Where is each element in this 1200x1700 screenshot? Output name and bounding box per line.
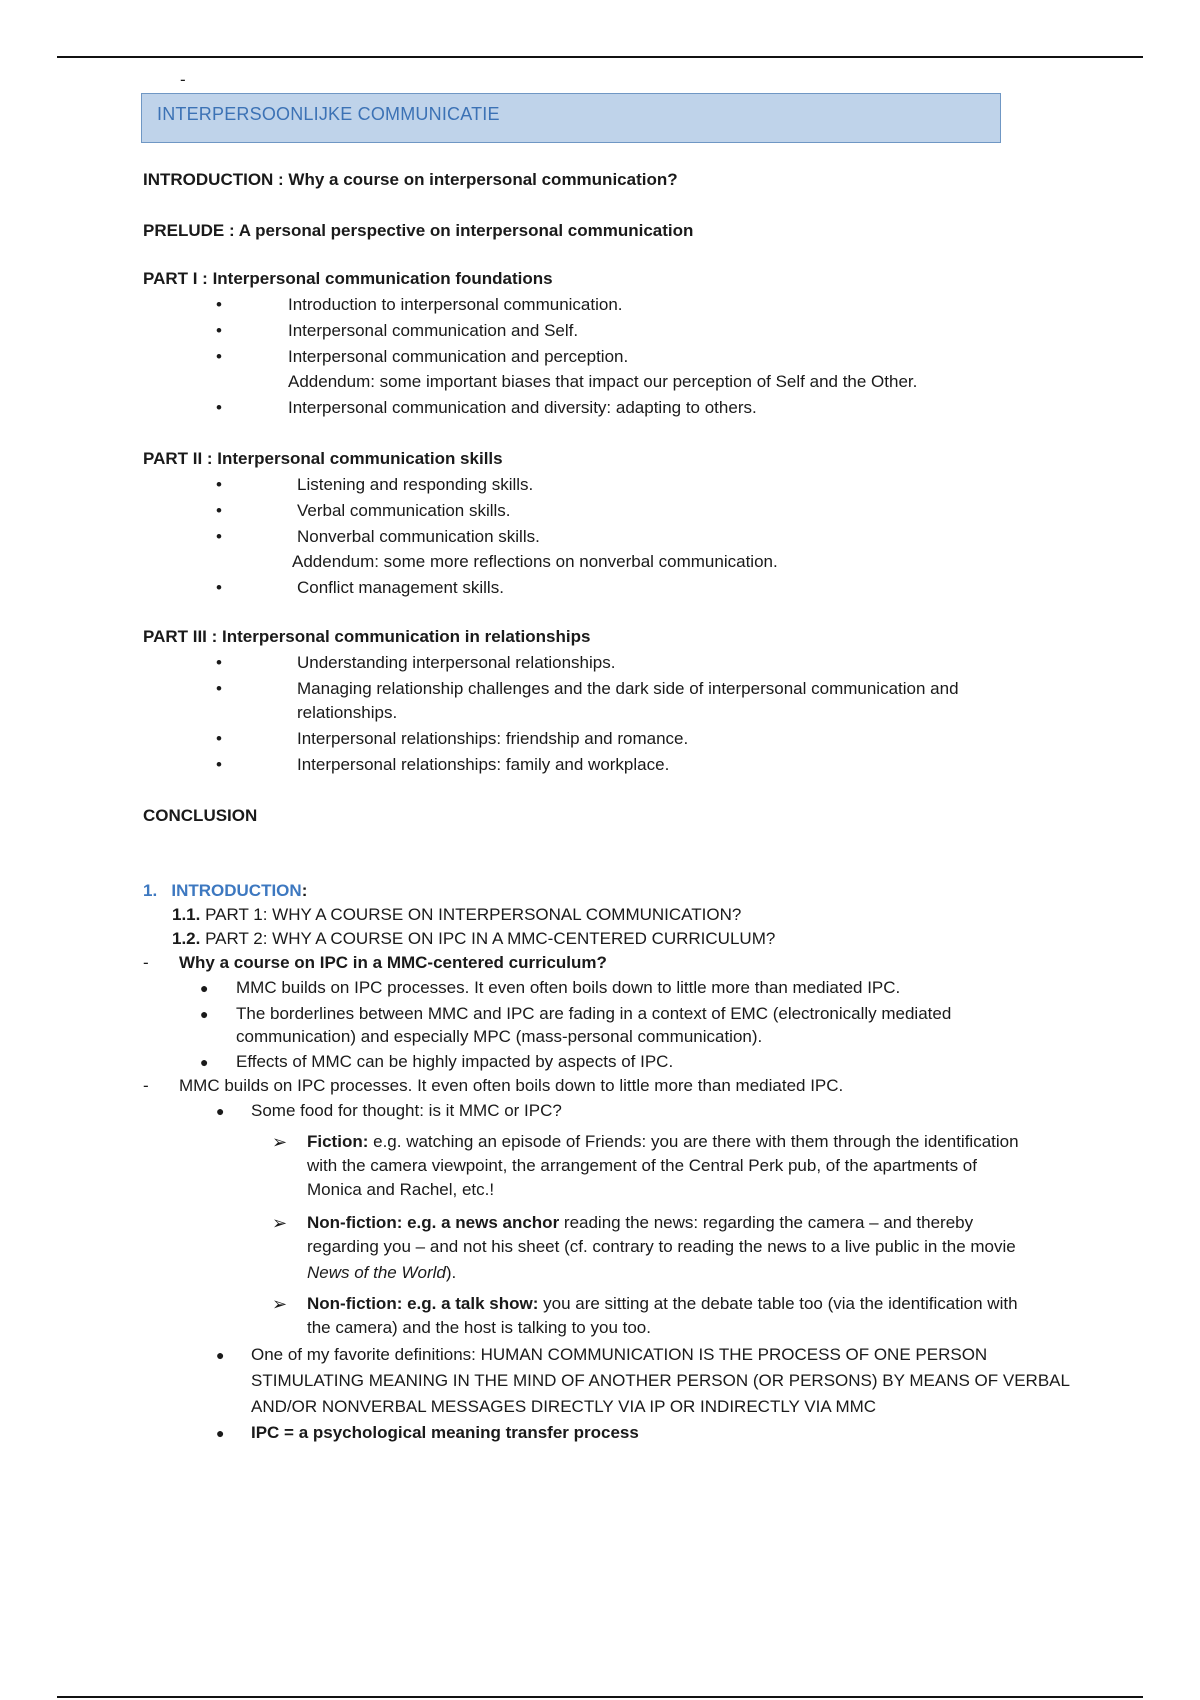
bullet-glyph: • <box>216 295 222 314</box>
part1-item-4: Interpersonal communication and diversity: adapting to others. <box>288 398 757 417</box>
news-line-1 <box>307 1212 973 1234</box>
mmc-builds-line: MMC builds on IPC processes. It even often boils down to little more than mediated IPC. <box>179 1076 844 1095</box>
fiction-label: Fiction: <box>307 1132 369 1151</box>
dash-marker: - <box>143 1076 149 1095</box>
prelude-text: : A personal perspective on interpersonal communication <box>224 221 694 240</box>
part3-item-1: Understanding interpersonal relationships. <box>297 653 616 672</box>
movie-title: News of the World <box>307 1263 446 1282</box>
bullet-glyph: • <box>216 398 222 417</box>
arrow-bullet-icon: ➢ <box>272 1294 288 1314</box>
part2-addendum: Addendum: some more reflections on nonverbal communication. <box>292 552 778 571</box>
talk-label: Non-fiction: e.g. a talk show: <box>307 1294 539 1313</box>
section1-colon: : <box>301 881 308 900</box>
subsection-1-2 <box>172 928 775 950</box>
subsection-1-1-number: 1.1. <box>172 905 201 924</box>
page-title: INTERPERSOONLIJKE COMMUNICATIE <box>157 104 500 124</box>
part3-item-4: Interpersonal relationships: family and workplace. <box>297 755 670 774</box>
talk-line-2: the camera) and the host is talking to you too. <box>307 1318 651 1337</box>
outline-introduction <box>143 169 678 191</box>
ipc-definition: IPC = a psychological meaning transfer process <box>251 1423 639 1442</box>
part3-heading: PART III : Interpersonal communication in relationships <box>143 627 591 646</box>
section1-number: 1. <box>143 881 158 900</box>
outline-prelude <box>143 220 693 242</box>
part3-item-2: Managing relationship challenges and the dark side of interpersonal communication and <box>297 679 959 698</box>
part3-item-3: Interpersonal relationships: friendship and romance. <box>297 729 689 748</box>
dot-glyph: ● <box>216 1425 225 1441</box>
ipc-question-item-2-cont: communication) and especially MPC (mass-personal communication). <box>236 1027 763 1046</box>
prelude-label: PRELUDE <box>143 221 225 240</box>
food-for-thought: Some food for thought: is it MMC or IPC? <box>251 1101 562 1120</box>
bullet-glyph: • <box>216 679 222 698</box>
bullet-glyph: • <box>216 501 222 520</box>
part1-item-3: Interpersonal communication and perception. <box>288 347 629 366</box>
bullet-glyph: • <box>216 653 222 672</box>
part2-item-2: Verbal communication skills. <box>297 501 511 520</box>
bullet-glyph: • <box>216 729 222 748</box>
part1-item-2: Interpersonal communication and Self. <box>288 321 579 340</box>
top-rule <box>57 56 1143 58</box>
part1-item-1: Introduction to interpersonal communication. <box>288 295 623 314</box>
arrow-bullet-icon: ➢ <box>272 1132 288 1152</box>
fiction-line-3: Monica and Rachel, etc.! <box>307 1180 495 1199</box>
definition-line-3: AND/OR NONVERBAL MESSAGES DIRECTLY VIA IP OR INDIRECTLY VIA MMC <box>251 1397 877 1416</box>
bullet-glyph: • <box>216 578 222 597</box>
section1-heading <box>143 880 307 902</box>
introduction-label: INTRODUCTION <box>143 170 274 189</box>
subsection-1-1 <box>172 904 741 926</box>
dot-glyph: ● <box>216 1103 225 1119</box>
news-text-end: ). <box>445 1263 457 1282</box>
introduction-text: : Why a course on interpersonal communication? <box>273 170 678 189</box>
ipc-question-item-3: Effects of MMC can be highly impacted by aspects of IPC. <box>236 1052 674 1071</box>
part1-heading: PART I : Interpersonal communication foundations <box>143 269 553 288</box>
definition-line-1: One of my favorite definitions: HUMAN COMMUNICATION IS THE PROCESS OF ONE PERSON <box>251 1345 988 1364</box>
arrow-bullet-icon: ➢ <box>272 1213 288 1233</box>
news-line-2: regarding you – and not his sheet (cf. contrary to reading the news to a live public in the movie <box>307 1237 1016 1256</box>
subsection-1-2-text: PART 2: WHY A COURSE ON IPC IN A MMC-CENTERED CURRICULUM? <box>200 929 776 948</box>
dash-marker: - <box>143 953 149 972</box>
part3-item-2-cont: relationships. <box>297 703 398 722</box>
dot-glyph: ● <box>200 1054 209 1070</box>
part2-heading: PART II : Interpersonal communication skills <box>143 449 503 468</box>
subsection-1-2-number: 1.2. <box>172 929 201 948</box>
dot-glyph: ● <box>216 1347 225 1363</box>
part2-item-4: Conflict management skills. <box>297 578 504 597</box>
dot-glyph: ● <box>200 980 209 996</box>
news-label: Non-fiction: e.g. a news anchor <box>307 1213 560 1232</box>
bullet-glyph: • <box>216 755 222 774</box>
definition-line-2: STIMULATING MEANING IN THE MIND OF ANOTHER PERSON (OR PERSONS) BY MEANS OF VERBAL <box>251 1371 1070 1390</box>
news-line-3 <box>307 1262 456 1284</box>
conclusion-heading: CONCLUSION <box>143 806 258 825</box>
part2-item-1: Listening and responding skills. <box>297 475 534 494</box>
fiction-text-1: e.g. watching an episode of Friends: you are there with them through the identification <box>368 1132 1019 1151</box>
talk-text-1: you are sitting at the debate table too (via the identification with <box>538 1294 1018 1313</box>
talk-line-1 <box>307 1293 1018 1315</box>
section1-title: INTRODUCTION <box>171 881 302 900</box>
bullet-glyph: • <box>216 321 222 340</box>
ipc-question-item-1: MMC builds on IPC processes. It even often boils down to little more than mediated IPC. <box>236 978 901 997</box>
bottom-rule <box>57 1696 1143 1698</box>
fiction-line-1 <box>307 1131 1019 1153</box>
fiction-line-2: with the camera viewpoint, the arrangement of the Central Perk pub, of the apartments of <box>307 1156 977 1175</box>
part1-addendum: Addendum: some important biases that impact our perception of Self and the Other. <box>288 372 918 391</box>
bullet-glyph: • <box>216 475 222 494</box>
subsection-1-1-text: PART 1: WHY A COURSE ON INTERPERSONAL COMMUNICATION? <box>200 905 742 924</box>
news-text-1: reading the news: regarding the camera – and thereby <box>559 1213 974 1232</box>
title-banner <box>141 93 1001 143</box>
bullet-glyph: • <box>216 527 222 546</box>
top-dash: - <box>180 70 186 89</box>
bullet-glyph: • <box>216 347 222 366</box>
ipc-question-item-2: The borderlines between MMC and IPC are fading in a context of EMC (electronically mediated <box>236 1004 952 1023</box>
ipc-question-heading: Why a course on IPC in a MMC-centered curriculum? <box>179 953 607 972</box>
part2-item-3: Nonverbal communication skills. <box>297 527 540 546</box>
dot-glyph: ● <box>200 1006 209 1022</box>
